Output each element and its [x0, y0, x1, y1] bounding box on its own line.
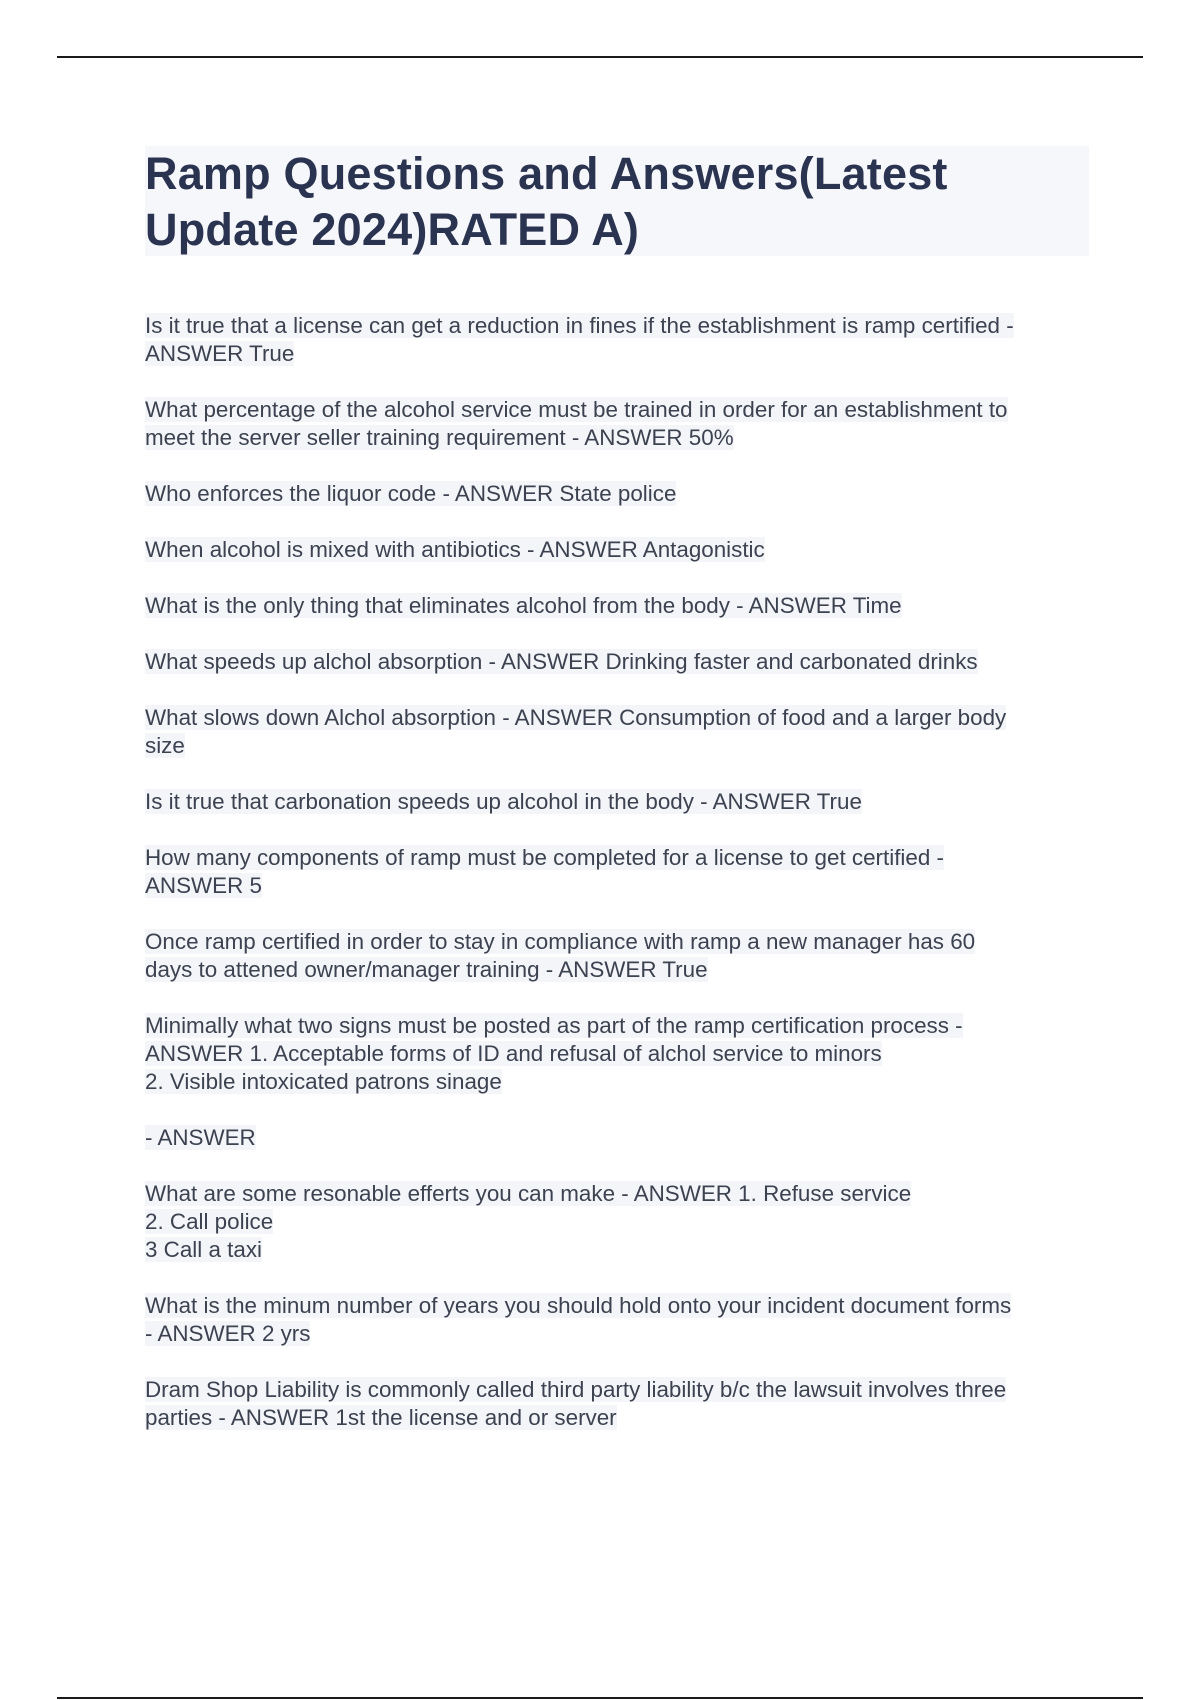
qa-line [145, 928, 1089, 956]
qa-line-text: What slows down Alchol absorption - ANSWER Consumption of food and a larger body [145, 705, 1007, 730]
page-title [145, 146, 1089, 258]
qa-item [145, 536, 1089, 564]
qa-line [145, 732, 1089, 760]
qa-line [145, 1404, 1089, 1432]
qa-list [145, 312, 1089, 1460]
qa-line-text: Who enforces the liquor code - ANSWER State police [145, 481, 677, 506]
qa-line-text: Once ramp certified in order to stay in compliance with ramp a new manager has 60 [145, 929, 976, 954]
qa-line [145, 1376, 1089, 1404]
qa-line-text: - ANSWER [145, 1125, 256, 1150]
qa-item [145, 788, 1089, 816]
qa-line [145, 592, 1089, 620]
qa-line-text: What are some resonable efferts you can make - ANSWER 1. Refuse service [145, 1181, 912, 1206]
qa-line [145, 396, 1089, 424]
qa-line [145, 956, 1089, 984]
qa-line-text: - ANSWER 2 yrs [145, 1321, 311, 1346]
title-line-2: Update 2024)RATED A) [145, 204, 640, 255]
qa-line-text: ANSWER 5 [145, 873, 262, 898]
title-line-1: Ramp Questions and Answers(Latest [145, 148, 948, 199]
title-block [145, 146, 1089, 256]
qa-line-text: Minimally what two signs must be posted as part of the ramp certification process - [145, 1013, 963, 1038]
qa-line [145, 480, 1089, 508]
qa-item [145, 1180, 1089, 1264]
qa-item [145, 704, 1089, 760]
qa-item [145, 928, 1089, 984]
qa-line-text: ANSWER True [145, 341, 295, 366]
qa-item [145, 480, 1089, 508]
qa-line [145, 340, 1089, 368]
qa-line [145, 536, 1089, 564]
qa-line [145, 1236, 1089, 1264]
qa-line-text: size [145, 733, 185, 758]
qa-line-text: When alcohol is mixed with antibiotics - ANSWER Antagonistic [145, 537, 765, 562]
qa-line-text: 2. Call police [145, 1209, 274, 1234]
qa-item [145, 1124, 1089, 1152]
qa-line-text: What is the only thing that eliminates alcohol from the body - ANSWER Time [145, 593, 902, 618]
qa-line-text: 3 Call a taxi [145, 1237, 262, 1262]
qa-item [145, 1292, 1089, 1348]
qa-line [145, 844, 1089, 872]
qa-item [145, 844, 1089, 900]
qa-line-text: days to attened owner/manager training - ANSWER True [145, 957, 708, 982]
qa-item [145, 396, 1089, 452]
qa-line [145, 1012, 1089, 1040]
qa-line [145, 1208, 1089, 1236]
qa-item [145, 312, 1089, 368]
qa-item [145, 1376, 1089, 1432]
qa-line [145, 1180, 1089, 1208]
qa-line-text: Is it true that carbonation speeds up alcohol in the body - ANSWER True [145, 789, 862, 814]
qa-line-text: meet the server seller training requirement - ANSWER 50% [145, 425, 734, 450]
qa-line-text: Is it true that a license can get a reduction in fines if the establishment is ramp certified - [145, 313, 1014, 338]
qa-line-text: Dram Shop Liability is commonly called third party liability b/c the lawsuit involves three [145, 1377, 1007, 1402]
qa-line-text: What percentage of the alcohol service must be trained in order for an establishment to [145, 397, 1008, 422]
qa-line-text: How many components of ramp must be completed for a license to get certified - [145, 845, 944, 870]
qa-line [145, 424, 1089, 452]
qa-item [145, 648, 1089, 676]
qa-line [145, 1292, 1089, 1320]
qa-line [145, 1320, 1089, 1348]
qa-line [145, 872, 1089, 900]
top-rule [57, 56, 1143, 58]
qa-line-text: ANSWER 1. Acceptable forms of ID and refusal of alchol service to minors [145, 1041, 882, 1066]
qa-item [145, 592, 1089, 620]
qa-line [145, 704, 1089, 732]
qa-line [145, 788, 1089, 816]
qa-item [145, 1012, 1089, 1096]
qa-line-text: 2. Visible intoxicated patrons sinage [145, 1069, 502, 1094]
bottom-rule [57, 1697, 1143, 1699]
qa-line-text: parties - ANSWER 1st the license and or server [145, 1405, 617, 1430]
qa-line-text: What is the minum number of years you should hold onto your incident document forms [145, 1293, 1012, 1318]
qa-line-text: What speeds up alchol absorption - ANSWER Drinking faster and carbonated drinks [145, 649, 978, 674]
qa-line [145, 1040, 1089, 1068]
qa-line [145, 1068, 1089, 1096]
qa-line [145, 312, 1089, 340]
qa-line [145, 1124, 1089, 1152]
qa-line [145, 648, 1089, 676]
